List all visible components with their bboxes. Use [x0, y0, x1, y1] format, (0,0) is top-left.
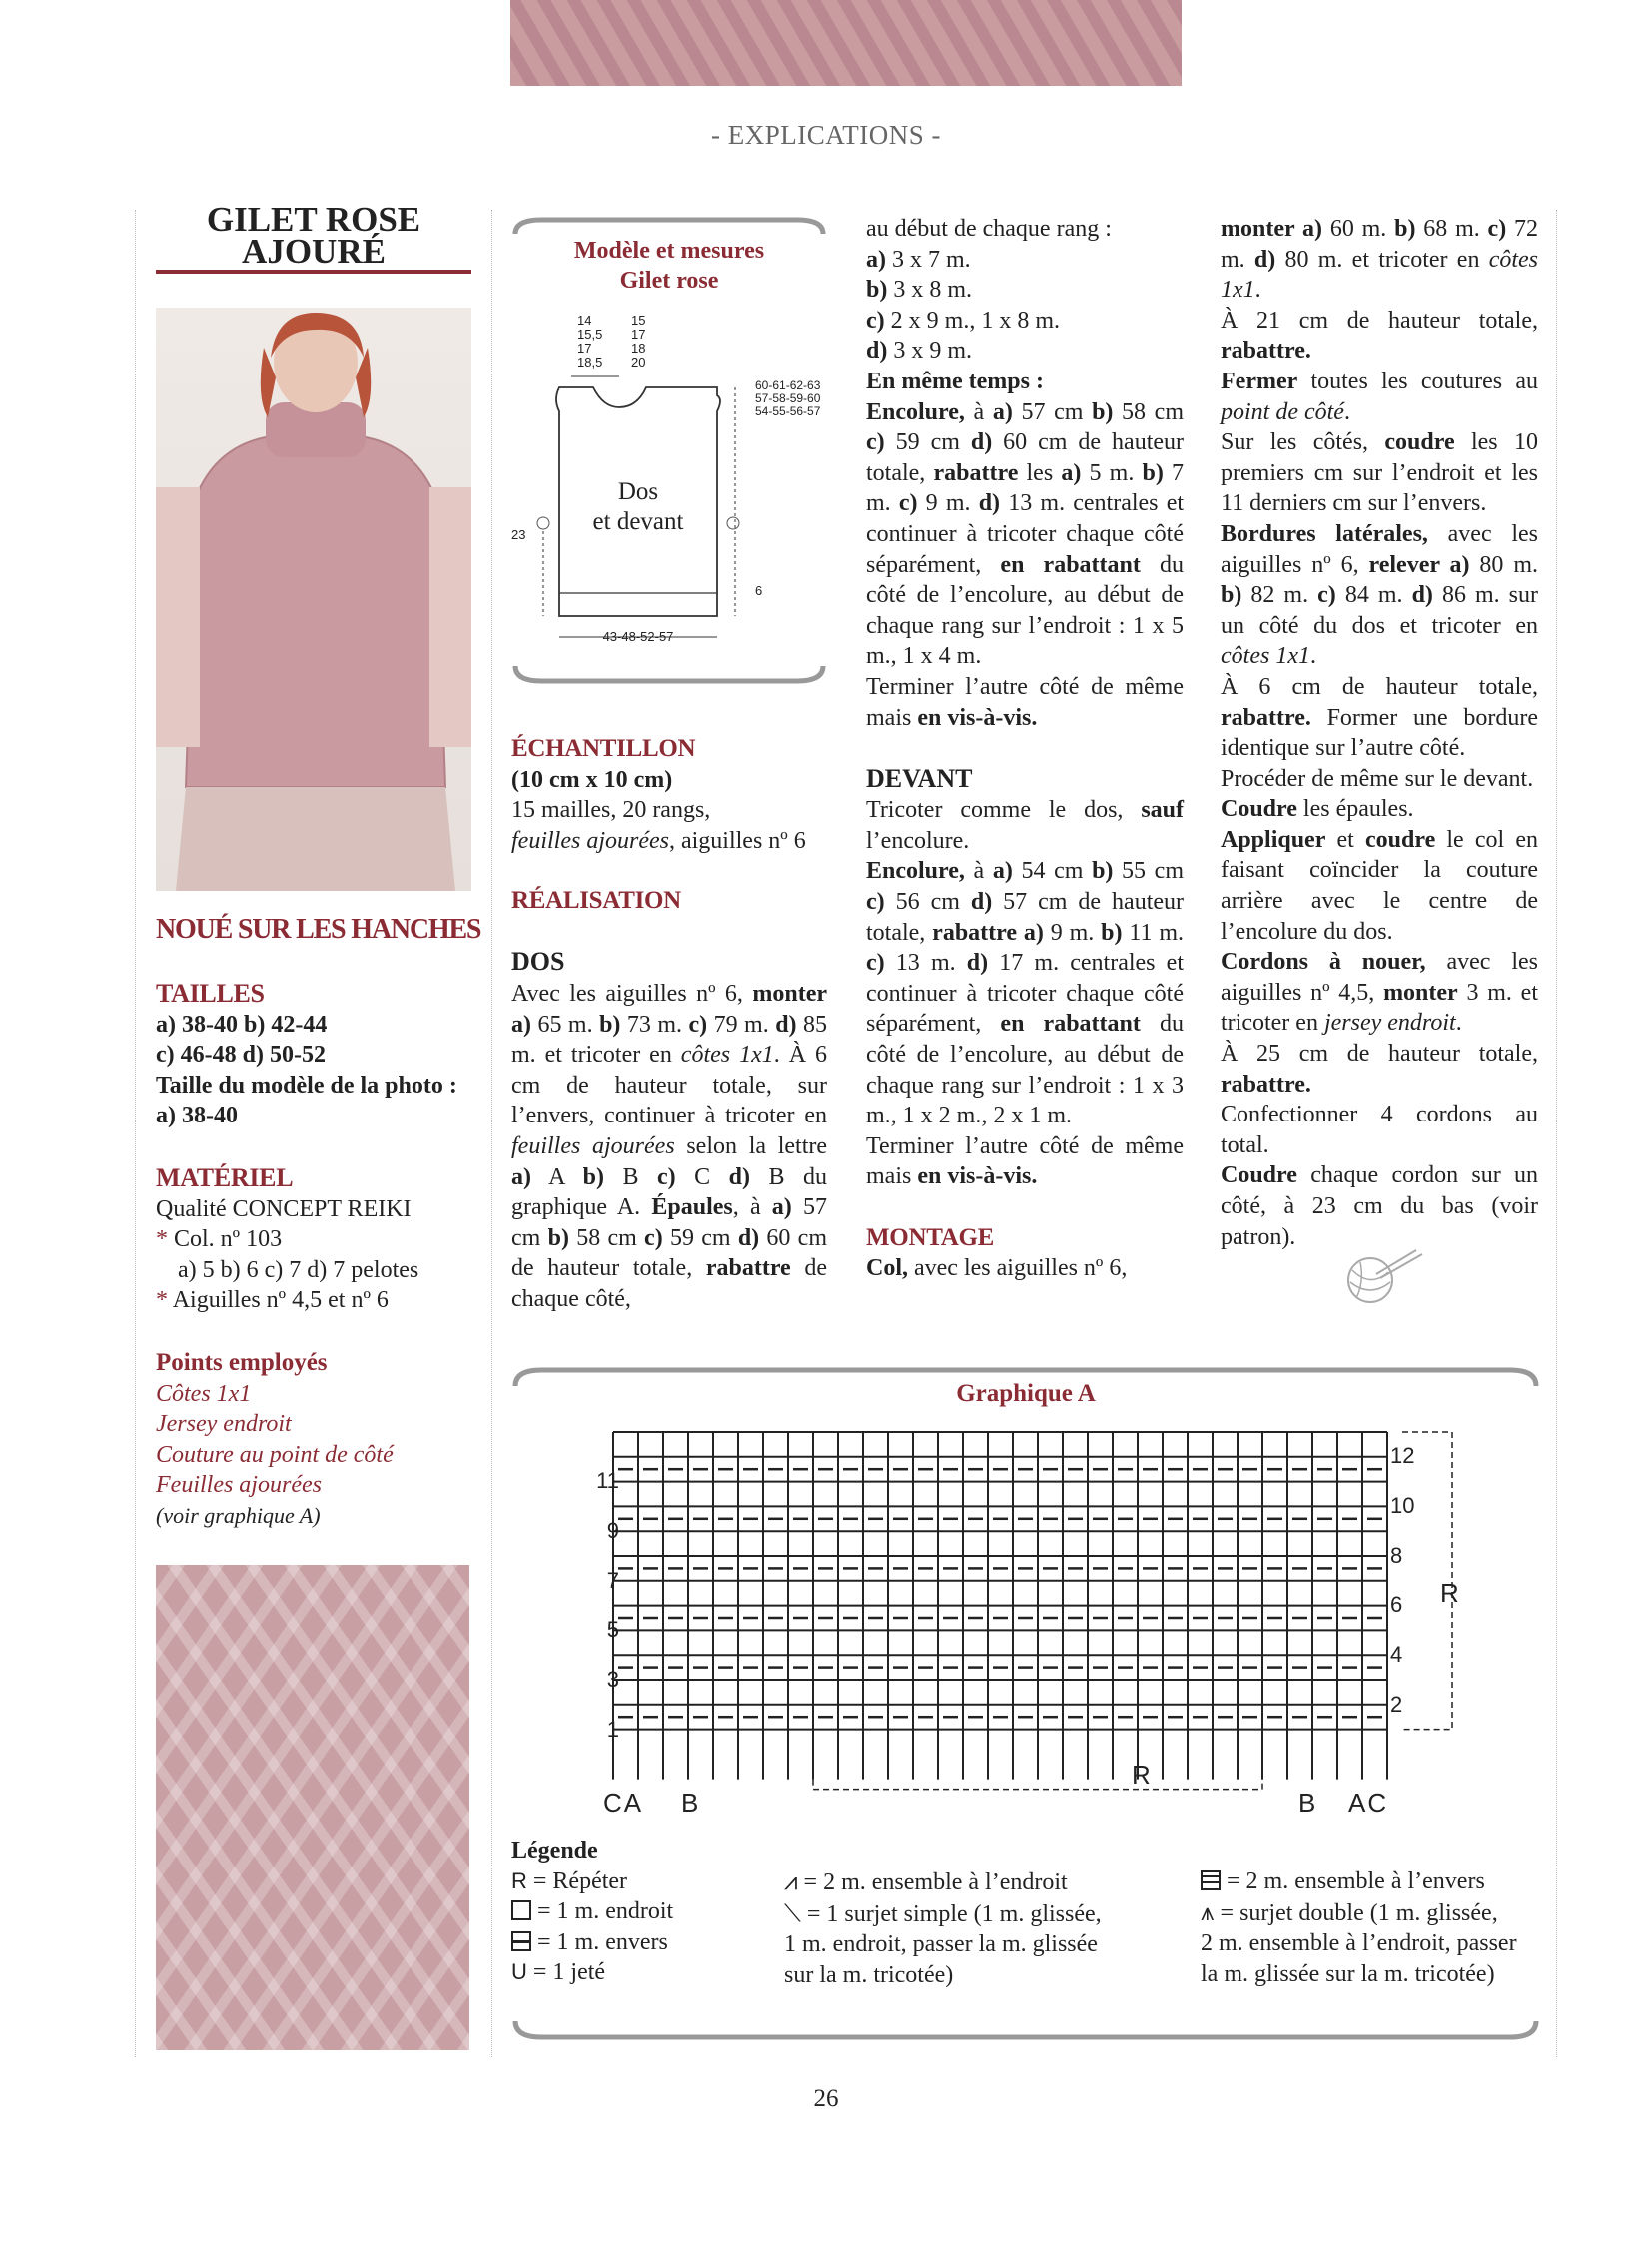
- k2tog-icon: ⩘: [784, 1868, 798, 1895]
- title-rule: [156, 270, 471, 274]
- tailles-line: a) 38-40 b) 42-44: [156, 1011, 328, 1038]
- legend-item: [1201, 1867, 1540, 1897]
- legend-text: = 2 m. ensemble à l’envers: [1227, 1868, 1485, 1894]
- page-title: [154, 200, 473, 271]
- tailles-block: [156, 979, 485, 1131]
- legend-item: [784, 1898, 1114, 1930]
- points-block: [156, 1348, 485, 1532]
- stitch-letter: AC: [1348, 1788, 1389, 1818]
- row-number: 1: [606, 1716, 619, 1742]
- yarn-over-symbol: U: [511, 1959, 527, 1985]
- col4-text: monter a) 60 m. b) 68 m. c) 72 m. d) 80 m. et tricoter en côtes 1x1. À 21 cm de hauteur totale, rabattre. Fermer toutes les coutures au point de côté. Sur les côtés, coudre les 10 premiers cm sur l’endroit et les 11 derniers cm sur l’envers. Bordures latérales, avec les aiguilles nº 6, relever a) 80 m. b) 82 m. c) 84 m. d) 86 m. sur un côté du dos et tricoter en côtes 1x1. À 6 cm de hauteur totale, rabattre. Former une bordure identique sur l’autre côté. Procéder de même sur le devant. Coudre les épaules. Appliquer et coudre le col en faisant coïncider la couture arrière avec le centre de l’encolure du dos. Cordons à nouer, avec les aiguilles nº 4,5, monter 3 m. et tricoter en jersey endroit. À 25 cm de hauteur totale, rabattre. Confectionner 4 cordons au total. Coudre chaque cordon sur un côté, à 23 cm du bas (voir patron).: [1221, 216, 1539, 1250]
- legend-text: sur la m. tricotée): [784, 1961, 954, 1988]
- echantillon-line: (10 cm x 10 cm): [511, 766, 673, 793]
- subtitle: NOUÉ SUR LES HANCHES: [156, 914, 481, 945]
- col2-text: [511, 734, 829, 978]
- row-number: 12: [1390, 1443, 1415, 1468]
- row-number: 11: [596, 1468, 619, 1493]
- legend-text: = Répéter: [532, 1868, 628, 1894]
- side-measure: 23: [511, 527, 526, 542]
- echantillon-line: [511, 826, 829, 857]
- legend-text: = 2 m. ensemble à l’endroit: [803, 1869, 1068, 1895]
- materiel-line: a) 5 b) 6 c) 7 d) 7 pelotes: [178, 1256, 419, 1283]
- realisation-heading: RÉALISATION: [511, 887, 681, 915]
- measure: 20: [631, 355, 646, 370]
- col3-text: au début de chaque rang : a) 3 x 7 m. b) 3 x 8 m. c) 2 x 9 m., 1 x 8 m. d) 3 x 9 m. En même temps : Encolure, à a) 57 cm b) 58 cm c) 59 cm d) 60 cm de hauteur totale, rabattre les a) 5 m. b) 7 m. c) 9 m. d) 13 m. centrales et continuer à tricoter chaque côté séparément, en rabattant du côté de l’encolure, au début de chaque rang sur l’endroit : 1 x 5 m., 1 x 4 m. Terminer l’autre côté de même mais en vis-à-vis. DEVANT Tricoter comme le dos, sauf l’encolure. Encolure, à a) 54 cm b) 55 cm c) 56 cm d) 57 cm de hauteur totale, rabattre a) 9 m. b) 11 m. c) 13 m. d) 17 m. centrales et continuer à tricoter chaque côté séparément, en rabattant du côté de l’encolure, au début de chaque rang sur l’endroit : 1 x 3 m., 1 x 2 m., 2 x 1 m. Terminer l’autre côté de même mais en vis-à-vis. MONTAGE Col, avec les aiguilles nº 6,: [866, 216, 1185, 1282]
- bottom-measure: 43-48-52-57: [602, 629, 674, 644]
- piece-label-line: et devant: [592, 508, 684, 535]
- legend-heading: Légende: [511, 1838, 598, 1864]
- legend-col3: [1201, 1867, 1540, 1989]
- model-photo: [156, 308, 471, 891]
- legend-item: [511, 1957, 751, 1988]
- legend-text: la m. glissée sur la m. tricotée): [1201, 1960, 1495, 1987]
- legend-item: [1201, 1897, 1540, 1929]
- measure: 54-55-56-57: [755, 404, 821, 418]
- stitch-letter: B: [681, 1788, 699, 1818]
- graph-title: Graphique A: [956, 1380, 1096, 1407]
- measure: 15,5: [577, 327, 603, 342]
- measure: 18,5: [577, 355, 603, 370]
- schema-box: [511, 212, 827, 691]
- dos-instructions: Avec les aiguilles nº 6, monter a) 65 m. b) 73 m. c) 79 m. d) 85 m. et tricoter en côtes 1x1. À 6 cm de hauteur totale, sur l’envers, continuer à tricoter en feuilles ajourées selon la lettre a) A b) B c) C d) B du graphique A. Épaules, à a) 57 cm b) 58 cm c) 59 cm d) 60 cm de hauteur totale, rabattre de chaque côté,: [511, 981, 828, 1312]
- row-number: 7: [606, 1567, 619, 1593]
- row-number: 5: [606, 1617, 619, 1643]
- height-labels: [755, 379, 820, 418]
- legend-item: [511, 1927, 751, 1958]
- materiel-line: Qualité CONCEPT REIKI: [156, 1195, 412, 1222]
- yarn-ball-icon: [1330, 1248, 1426, 1308]
- dos-heading: DOS: [511, 946, 565, 976]
- measure: 14: [577, 313, 592, 328]
- rows-right: [1390, 1431, 1414, 1730]
- row-number: 3: [606, 1667, 619, 1693]
- ssk-icon: ⟍: [784, 1898, 801, 1927]
- tailles-line: Taille du modèle de la photo :: [156, 1072, 457, 1099]
- legend-item: [784, 1867, 1114, 1898]
- repeat-symbol: R: [511, 1868, 527, 1893]
- materiel-heading: MATÉRIEL: [156, 1163, 294, 1192]
- p2tog-icon: [1201, 1870, 1221, 1890]
- legend-text: = 1 m. envers: [537, 1928, 668, 1955]
- piece-label: [559, 477, 717, 537]
- rows-left: [589, 1456, 619, 1755]
- neck-labels: [631, 314, 645, 370]
- legend-text: = 1 surjet simple (1 m. glissée,: [806, 1900, 1102, 1927]
- points-heading: Points employés: [156, 1349, 328, 1376]
- title-line: AJOURÉ: [242, 232, 386, 271]
- row-number: 2: [1390, 1691, 1403, 1717]
- swatch-photo: [156, 1565, 469, 2050]
- legend-item: [511, 1867, 751, 1897]
- model-illustration: [156, 308, 471, 891]
- title-line: GILET ROSE: [206, 200, 421, 239]
- width-labels: [577, 314, 602, 370]
- materiel-text: Aiguilles nº 4,5 et nº 6: [172, 1287, 389, 1314]
- page-number: 26: [813, 2085, 839, 2112]
- points-item: Jersey endroit: [156, 1411, 292, 1438]
- repeat-label-bottom: R: [1132, 1760, 1151, 1790]
- measure: 57-58-59-60: [755, 391, 821, 405]
- purl-square-icon: [511, 1931, 531, 1951]
- schema-title: [511, 236, 827, 296]
- repeat-label-right: R: [1440, 1578, 1459, 1608]
- legend-item: [511, 1896, 751, 1927]
- bullet: *: [156, 1226, 174, 1253]
- tailles-line: a) 38-40: [156, 1103, 238, 1129]
- points-item: Côtes 1x1: [156, 1380, 252, 1407]
- piece-label-line: Dos: [617, 478, 659, 505]
- legend-text: = surjet double (1 m. glissée,: [1220, 1899, 1498, 1926]
- row-number: 6: [1390, 1592, 1403, 1618]
- row-number: 4: [1390, 1642, 1403, 1668]
- legend-col1: [511, 1836, 751, 1988]
- knit-square-icon: [511, 1900, 531, 1920]
- top-knit-photo: [510, 0, 1182, 86]
- materiel-text: Col. nº 103: [174, 1226, 283, 1253]
- echantillon-heading: ÉCHANTILLON: [511, 735, 696, 762]
- legend-text: = 1 jeté: [532, 1959, 606, 1986]
- stitch-letter: B: [1298, 1788, 1316, 1818]
- row-number: 10: [1390, 1492, 1415, 1518]
- legend-text: = 1 m. endroit: [537, 1898, 674, 1925]
- points-item: (voir graphique A): [156, 1502, 321, 1528]
- echantillon-line: 15 mailles, 20 rangs,: [511, 797, 711, 824]
- tailles-line: c) 46-48 d) 50-52: [156, 1042, 326, 1069]
- section-header: - EXPLICATIONS -: [711, 120, 941, 150]
- tailles-heading: TAILLES: [156, 979, 265, 1008]
- stitch-letter: CA: [603, 1788, 644, 1818]
- measure: 17: [577, 341, 592, 356]
- measure: 60-61-62-63: [755, 378, 821, 392]
- legend-text: 1 m. endroit, passer la m. glissée: [784, 1931, 1098, 1958]
- measure: 18: [631, 341, 646, 356]
- echantillon-text: feuilles ajourées: [511, 827, 669, 854]
- double-decrease-icon: ⩚: [1201, 1897, 1215, 1926]
- materiel-block: [156, 1163, 485, 1316]
- bullet: *: [156, 1287, 173, 1314]
- legend-text: 2 m. ensemble à l’endroit, passer: [1201, 1930, 1517, 1957]
- measure: 17: [631, 327, 646, 342]
- divider: [1556, 210, 1557, 2057]
- schema-title-line: Modèle et mesures: [573, 238, 765, 264]
- divider: [491, 210, 492, 2057]
- row-number: 9: [606, 1517, 619, 1543]
- echantillon-text: , aiguilles nº 6: [668, 827, 806, 854]
- schema-title-line: Gilet rose: [619, 268, 719, 294]
- points-item: Feuilles ajourées: [156, 1472, 322, 1499]
- materiel-line: [156, 1285, 485, 1316]
- materiel-line: [156, 1224, 485, 1255]
- rib-measure: 6: [755, 583, 763, 598]
- legend-col2: [784, 1867, 1114, 1990]
- points-item: Couture au point de côté: [156, 1441, 394, 1468]
- divider: [135, 210, 136, 2057]
- measure: 15: [631, 313, 646, 328]
- knit-chart: [559, 1418, 1488, 1838]
- row-number: 8: [1390, 1542, 1403, 1568]
